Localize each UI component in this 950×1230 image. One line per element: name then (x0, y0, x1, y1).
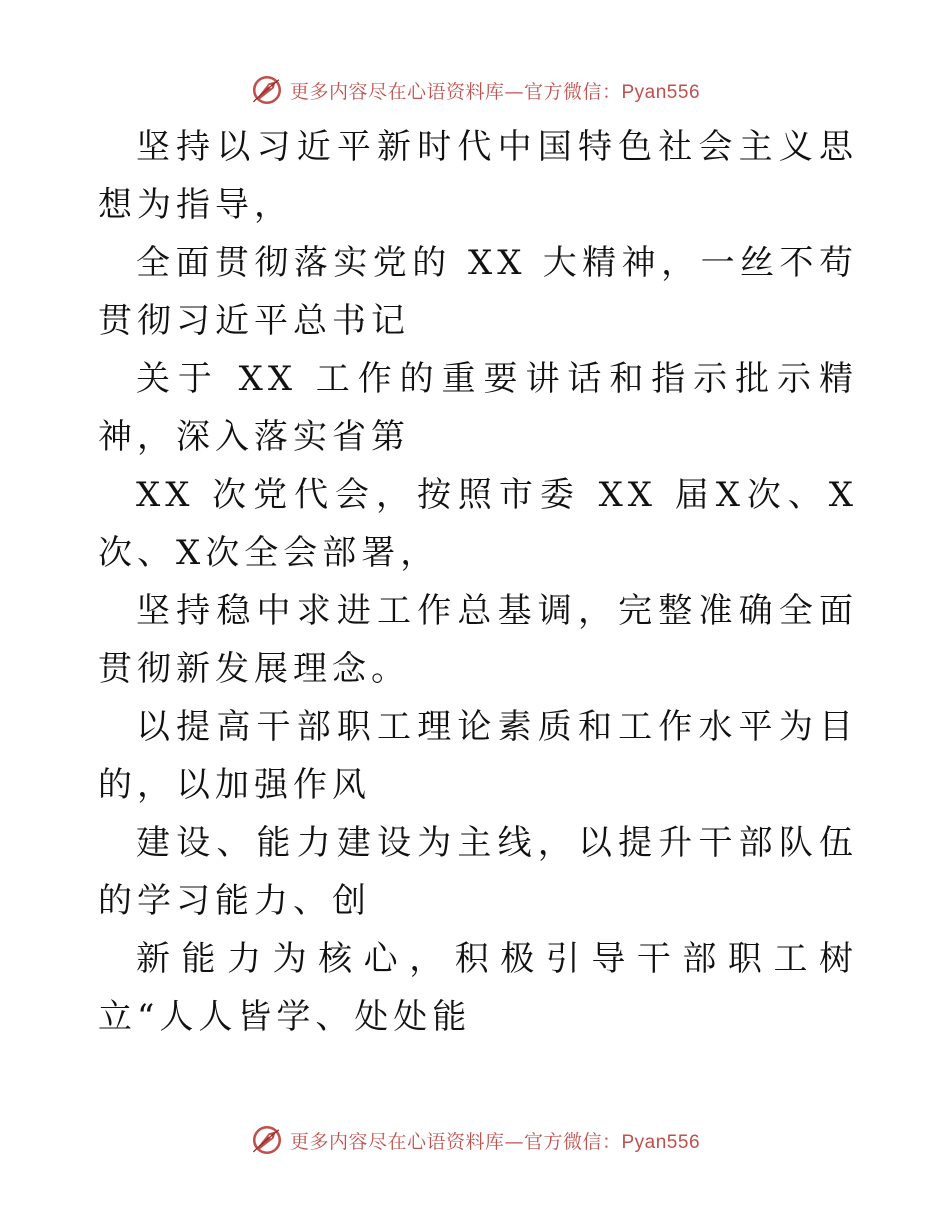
paragraph-4: XX 次党代会，按照市委 XX 届X次、X次、X次全会部署， (98, 475, 858, 573)
footer-banner (0, 1120, 950, 1160)
header-banner (0, 70, 950, 110)
paragraph-3: 关于 XX 工作的重要讲话和指示批示精神，深入落实省第 (98, 359, 858, 457)
paragraph-8: 新能力为核心，积极引导干部职工树立“人人皆学、处处能 (98, 939, 858, 1037)
paragraph-2: 全面贯彻落实党的 XX 大精神，一丝不苟贯彻习近平总书记 (98, 243, 858, 341)
banner-text (290, 77, 700, 104)
banner-text (290, 1127, 700, 1154)
pen-nib-logo-icon (250, 1123, 284, 1157)
document-body (98, 118, 858, 1046)
pen-nib-logo-icon (250, 73, 284, 107)
paragraph-5: 坚持稳中求进工作总基调，完整准确全面贯彻新发展理念。 (98, 591, 858, 689)
banner-text-main: 更多内容尽在心语资料库—官方微信： (289, 80, 622, 103)
paragraph-1: 坚持以习近平新时代中国特色社会主义思想为指导， (98, 127, 858, 225)
paragraph-6: 以提高干部职工理论素质和工作水平为目的，以加强作风 (98, 707, 858, 805)
banner-wechat-id: Pyan556 (621, 81, 701, 103)
banner-wechat-id: Pyan556 (621, 1131, 701, 1153)
paragraph-7: 建设、能力建设为主线，以提升干部队伍的学习能力、创 (98, 823, 858, 921)
banner-text-main: 更多内容尽在心语资料库—官方微信： (289, 1130, 622, 1153)
